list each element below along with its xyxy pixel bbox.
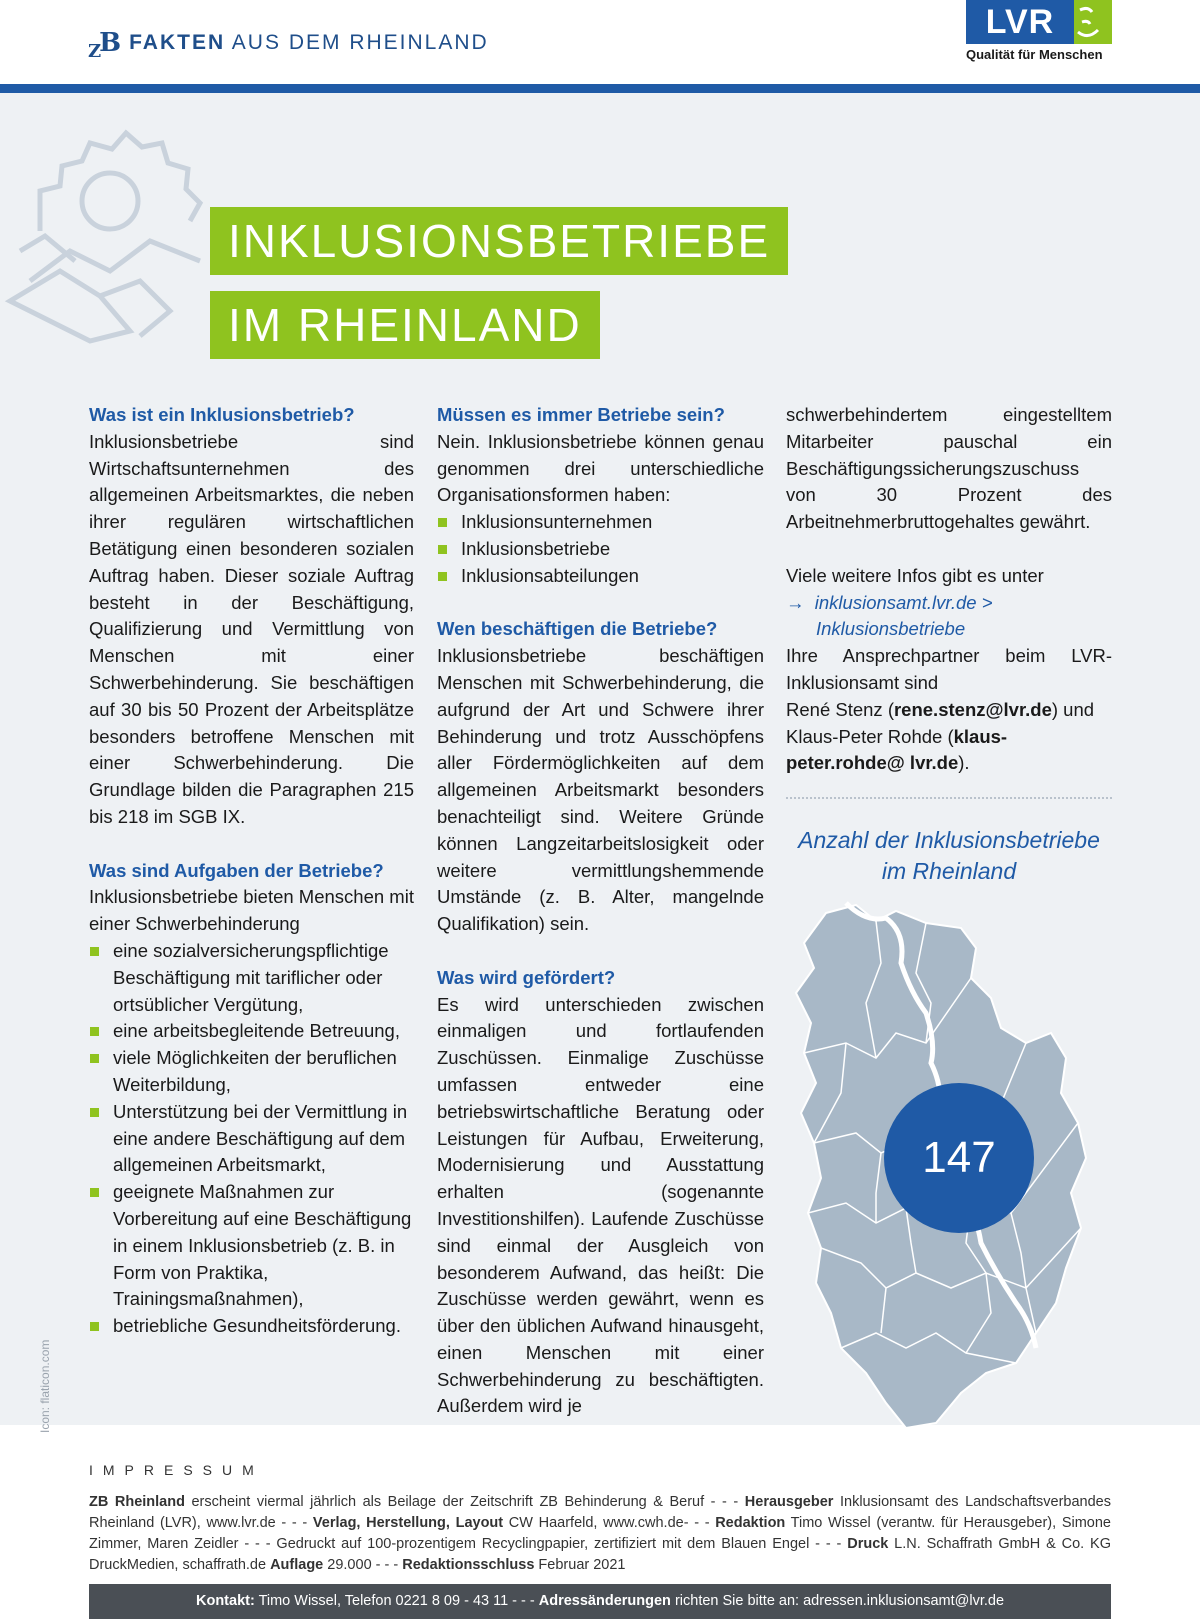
header-divider bbox=[0, 84, 1200, 93]
map-title bbox=[786, 825, 1112, 887]
info-link[interactable] bbox=[786, 590, 1112, 617]
info-link-text: inklusionsamt.lvr.de > bbox=[814, 591, 993, 613]
impressum-label: Redaktionsschluss bbox=[402, 1557, 535, 1573]
brand-title bbox=[129, 31, 489, 55]
impressum-label: Verlag, Herstellung, Layout bbox=[312, 1515, 504, 1531]
contact-1-email[interactable]: rene.stenz@lvr.de bbox=[893, 698, 1052, 720]
title-line-1: INKLUSIONSBETRIEBE bbox=[210, 207, 788, 275]
paragraph-contacts: Ihre Ansprechpartner beim LVR-Inklusionsamt sind bbox=[786, 645, 1112, 693]
impressum-part: CW Haarfeld, www.cwh.de- - - bbox=[503, 1515, 716, 1531]
dotted-divider bbox=[786, 797, 1112, 799]
page-header bbox=[0, 0, 1200, 84]
impressum-part: L.N. Schaffrath GmbH & Co. KG DruckMedien, schaffrath.de bbox=[89, 1536, 1111, 1573]
organisation-forms-list bbox=[437, 509, 764, 589]
brand-rest: AUS DEM RHEINLAND bbox=[225, 31, 489, 54]
impressum-publication: ZB Rheinland bbox=[89, 1494, 185, 1510]
contact-2-email[interactable]: klaus-peter.rohde@ lvr.de bbox=[786, 725, 1008, 774]
count-badge: 147 bbox=[884, 1083, 1034, 1233]
list-item: viele Möglichkeiten der beruflichen Weiterbildung, bbox=[89, 1045, 414, 1099]
paragraph-funding: Es wird unterschieden zwischen einmaligen und fortlaufenden Zuschüssen. Einmalige Zuschüsse umfassen entweder eine betriebswirtschaftliche Beratung oder Leistungen für Aufbau, Erweiterung, Modernisierung und Ausstattung erhalten (sogenannte Investitionshilfen). Laufende Zuschüsse sind einmal der Ausgleich von besonderem Aufwand, das heißt: Die Zuschüsse werden gewährt, wenn es über den üblichen Aufwand hinausgeht, einen Menschen mit einer Schwerbehinderung zu beschäftigten. Außerdem wird je bbox=[437, 993, 764, 1417]
brand bbox=[88, 28, 489, 62]
lvr-face-icon bbox=[1074, 0, 1112, 44]
impressum-part: Timo Wissel (verantw. für Herausgeber), Simone Zimmer, Maren Zeidler - - - Gedruckt auf 100-prozentigem Recyclingpapier, zertifiziert mit dem Blauen Engel - - - bbox=[89, 1515, 1111, 1552]
impressum-title: IMPRESSUM bbox=[89, 1462, 264, 1478]
column-2 bbox=[437, 402, 764, 1420]
contact-1-end: ) und bbox=[1051, 698, 1095, 720]
paragraph-organisation-forms: Nein. Inklusionsbetriebe können genau genommen drei unterschiedliche Organisationsformen haben: bbox=[437, 430, 764, 506]
contact-2 bbox=[786, 724, 1112, 778]
contact-1 bbox=[786, 697, 1112, 724]
contact-2-end: ). bbox=[958, 752, 970, 774]
impressum-label: Druck bbox=[847, 1536, 889, 1552]
list-item: eine sozialversicherungspflichtige Beschäftigung mit tariflicher oder ortsüblicher Vergütung, bbox=[89, 938, 414, 1018]
address-change-email: richten Sie bitte an: adressen.inklusionsamt@lvr.de bbox=[670, 1593, 1005, 1609]
heading-what-is: Was ist ein Inklusionsbetrieb? bbox=[89, 404, 355, 425]
brand-bold: FAKTEN bbox=[129, 31, 226, 54]
lvr-logo bbox=[966, 0, 1112, 62]
contact-bar bbox=[89, 1584, 1111, 1619]
paragraph-funding-continued: schwerbehindertem eingestelltem Mitarbeiter pauschal ein Beschäftigungssicherungszuschuss von 30 Prozent des Arbeitnehmerbruttogehaltes gewährt. bbox=[786, 404, 1112, 533]
column-3 bbox=[786, 402, 1112, 887]
impressum-label: Redaktion bbox=[715, 1515, 786, 1531]
main-content bbox=[0, 93, 1200, 1433]
contact-phone: Timo Wissel, Telefon 0221 8 09 - 43 11 - - - bbox=[254, 1593, 539, 1609]
paragraph-tasks-intro: Inklusionsbetriebe bieten Menschen mit einer Schwerbehinderung bbox=[89, 886, 414, 935]
title-line-2: IM RHEINLAND bbox=[210, 291, 600, 359]
paragraph-what-is: Inklusionsbetriebe sind Wirtschaftsunternehmen des allgemeinen Arbeitsmarktes, die neben ihrer regulären wirtschaftlichen Betätigung einen besonderen sozialen Auftrag haben. Dieser soziale Auftrag besteht in der Beschäftigung, Qualifizierung und Vermittlung von Menschen mit einer Schwerbehinderung. Sie beschäftigen auf 30 bis 50 Prozent der Arbeitsplätze besonders betroffene Menschen mit einer Schwerbehinderung. Die Grundlage bilden die Paragraphen 215 bis 218 im SGB IX. bbox=[89, 430, 414, 827]
contact-2-name: Klaus-Peter Rohde ( bbox=[786, 725, 954, 747]
arrow-right-icon: → bbox=[786, 591, 805, 613]
impressum-part: erscheint viermal jährlich als Beilage der Zeitschrift ZB Behinderung & Beruf - - - bbox=[184, 1494, 745, 1510]
lvr-tagline: Qualität für Menschen bbox=[966, 47, 1103, 62]
info-link-line-2[interactable]: Inklusionsbetriebe bbox=[816, 618, 966, 640]
heading-tasks: Was sind Aufgaben der Betriebe? bbox=[89, 859, 384, 881]
impressum-part: Februar 2021 bbox=[534, 1557, 626, 1573]
contact-1-name: René Stenz ( bbox=[786, 698, 894, 720]
list-item: eine arbeitsbegleitende Betreuung, bbox=[89, 1018, 414, 1045]
impressum-label: Herausgeber bbox=[744, 1494, 834, 1510]
heading-funding: Was wird gefördert? bbox=[437, 966, 616, 988]
impressum-part: 29.000 - - - bbox=[323, 1557, 403, 1573]
lvr-logo-text: LVR bbox=[966, 0, 1074, 44]
address-change-label: Adressänderungen bbox=[538, 1593, 671, 1609]
list-item: Inklusionsabteilungen bbox=[437, 563, 764, 590]
list-item: Inklusionsunternehmen bbox=[437, 509, 764, 536]
zb-logo: $_Z$B bbox=[88, 28, 120, 62]
list-item: Inklusionsbetriebe bbox=[437, 536, 764, 563]
impressum-part: Inklusionsamt des Landschaftsverbandes Rheinland (LVR), www.lvr.de - - - bbox=[89, 1494, 1111, 1531]
contact-label: Kontakt: bbox=[195, 1593, 255, 1609]
list-item: geeignete Maßnahmen zur Vorbereitung auf eine Beschäftigung in einem Inklusionsbetrieb (z. B. in Form von Praktika, Trainingsmaßnahmen), bbox=[89, 1179, 414, 1313]
list-item: Unterstützung bei der Vermittlung in eine andere Beschäftigung auf dem allgemeinen Arbeitsmarkt, bbox=[89, 1099, 414, 1179]
impressum-text bbox=[89, 1492, 1111, 1576]
column-1 bbox=[89, 402, 414, 1340]
heading-employees: Wen beschäftigen die Betriebe? bbox=[437, 618, 718, 640]
icon-credit: Icon: flaticon.com bbox=[38, 1339, 52, 1433]
handshake-gear-icon bbox=[0, 121, 230, 351]
paragraph-more-info: Viele weitere Infos gibt es unter bbox=[786, 564, 1044, 586]
tasks-list bbox=[89, 938, 414, 1340]
impressum-label: Auflage bbox=[270, 1557, 324, 1573]
paragraph-employees: Inklusionsbetriebe beschäftigen Menschen mit Schwerbehinderung, die aufgrund der Art und Schwere ihrer Behinderung und trotz Ausschöpfens aller Fördermöglichkeiten auf dem allgemeinen Arbeitsmarkt besonders benachteiligt sind. Weitere Gründe können Langzeitarbeitslosigkeit oder weitere vermittlungshemmende Umstände (z. B. Alter, mangelnde Qualifikation) sein. bbox=[437, 645, 764, 935]
list-item: betriebliche Gesundheitsförderung. bbox=[89, 1313, 414, 1340]
map-title-line-1: Anzahl der Inklusionsbetriebe bbox=[798, 827, 1100, 854]
heading-always-companies: Müssen es immer Betriebe sein? bbox=[437, 404, 725, 425]
map-title-line-2: im Rheinland bbox=[881, 858, 1017, 885]
